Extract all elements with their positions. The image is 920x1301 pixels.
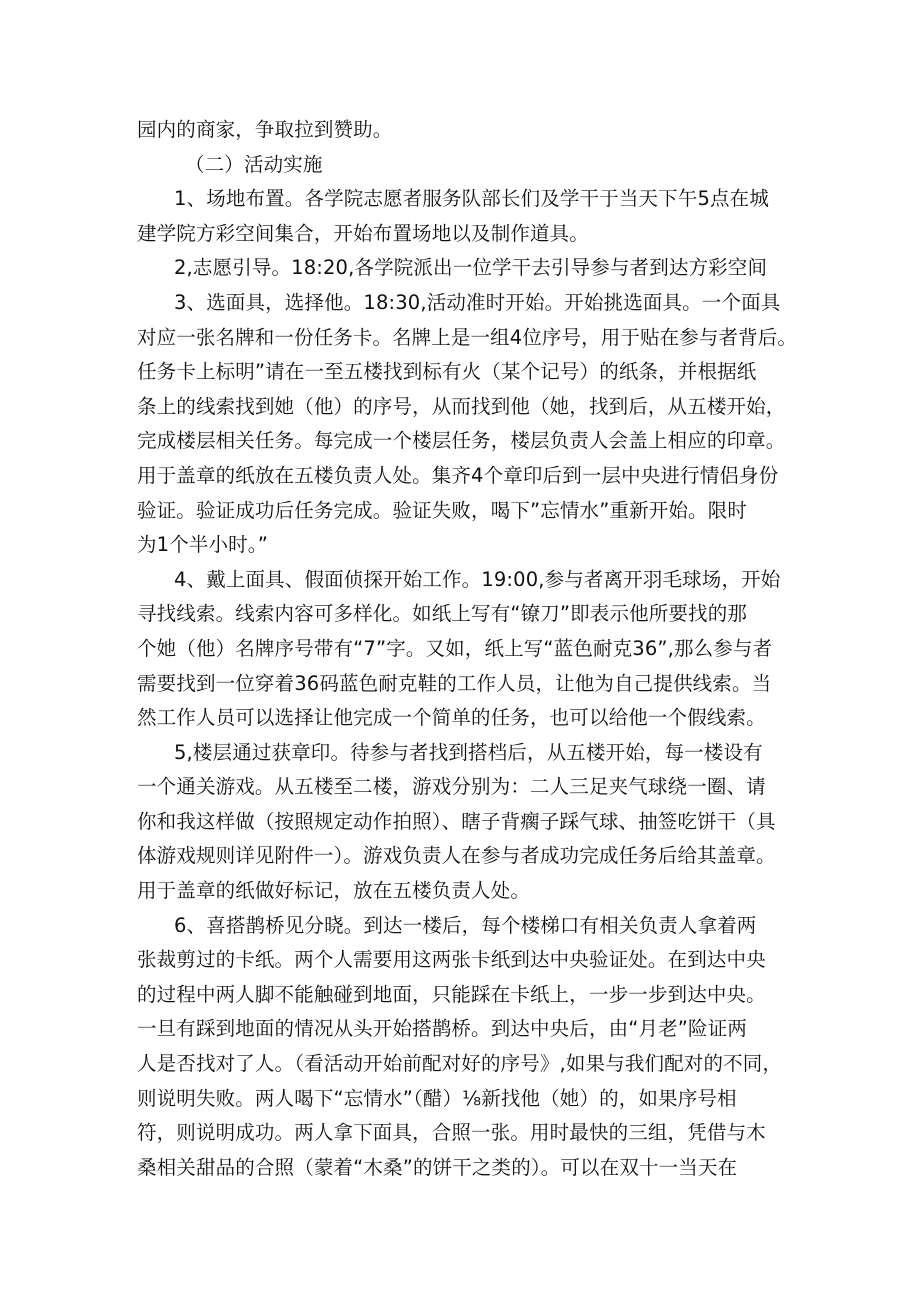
text-line: 对应一张名牌和一份任务卡。名牌上是一组4位序号，用于贴在参与者背后。 <box>137 325 797 349</box>
text-line: 一旦有踩到地面的情况从头开始搭鹊桥。到达中央后，由“月老”险证两 <box>137 1017 748 1041</box>
document-body <box>137 113 797 1185</box>
text-line: 张裁剪过的卡纸。两个人需要用这两张卡纸到达中央验证处。在到达中央 <box>137 948 766 972</box>
text-line: 寻找线索。线索内容可多样化。如纸上写有“镣刀”即表示他所要找的那 <box>137 602 748 626</box>
text-line: 条上的线索找到她（他）的序号，从而找到他（她，找到后，从五楼开始， <box>137 394 786 418</box>
text-line: 用于盖章的纸放在五楼负责人处。集齐4个章印后到一层中央进行情侣身份 <box>137 463 779 487</box>
text-line: 你和我这样做（按照规定动作拍照）、瞎子背瘸子踩气球、抽签吃饼干（具 <box>137 809 776 833</box>
text-line: 需要找到一位穿着36码蓝色耐克鞋的工作人员，让他为自己提供线索。当 <box>137 671 772 695</box>
text-line: 任务卡上标明”请在一至五楼找到标有火（某个记号）的纸条，并根据纸 <box>137 360 757 384</box>
text-line: 桑相关甜品的合照（蒙着“木桑”的饼干之类的）。可以在双十一当天在 <box>137 1155 738 1179</box>
text-line: 4、戴上面具、假面侦探开始工作。19:00,参与者离开羽毛球场，开始 <box>174 567 781 591</box>
text-line: 用于盖章的纸做好标记，放在五楼负责人处。 <box>137 879 531 903</box>
text-line: 3、选面具，选择他。18:30,活动准时开始。开始挑选面具。一个面具 <box>174 290 781 314</box>
text-line: （二）活动实施 <box>185 152 323 176</box>
text-line: 则说明失败。两人喝下“忘情水”（醋）⅛新找他（她）的，如果序号相 <box>137 1086 737 1110</box>
text-line: 1、场地布置。各学院志愿者服务队部长们及学干于当天下午5点在城 <box>174 187 769 211</box>
text-line: 5,楼层通过获章印。待参与者找到搭档后，从五楼开始，每一楼设有 <box>174 740 763 764</box>
text-line: 个她（他）名牌序号带有“7”字。又如，纸上写“蓝色耐克36”,那么参与者 <box>137 636 773 660</box>
text-line: 园内的商家，争取拉到赞助。 <box>137 118 393 141</box>
text-line: 人是否找对了人。（看活动开始前配对好的序号》,如果与我们配对的不同， <box>137 1052 783 1076</box>
text-line: 符，则说明成功。两人拿下面具，合照一张。用时最快的三组，凭借与木 <box>137 1121 766 1145</box>
text-line: 完成楼层相关任务。每完成一个楼层任务，楼层负责人会盖上相应的印章。 <box>137 429 786 453</box>
text-line: 建学院方彩空间集合，开始布置场地以及制作道具。 <box>137 221 589 245</box>
text-line: 然工作人员可以选择让他完成一个简单的任务，也可以给他一个假线索。 <box>137 706 766 730</box>
text-line: 的过程中两人脚不能触碰到地面，只能踩在卡纸上，一步一步到达中央。 <box>137 982 766 1006</box>
text-line: 体游戏规则详见附件一）。游戏负责人在参与者成功完成任务后给其盖章。 <box>137 844 776 868</box>
text-line: 为1个半小时。” <box>137 533 268 557</box>
text-line: 6、喜搭鹊桥见分晓。到达一楼后，每个楼梯口有相关负责人拿着两 <box>174 913 757 937</box>
text-line: 验证。验证成功后任务完成。验证失败，喝下”忘情水”重新开始。限时 <box>137 498 748 522</box>
text-line: 一个通关游戏。从五楼至二楼，游戏分别为：二人三足夹气球绕一圈、请 <box>137 775 766 799</box>
text-line: 2,志愿引导。18:20,各学院派出一位学干去引导参与者到达方彩空间 <box>174 256 768 280</box>
